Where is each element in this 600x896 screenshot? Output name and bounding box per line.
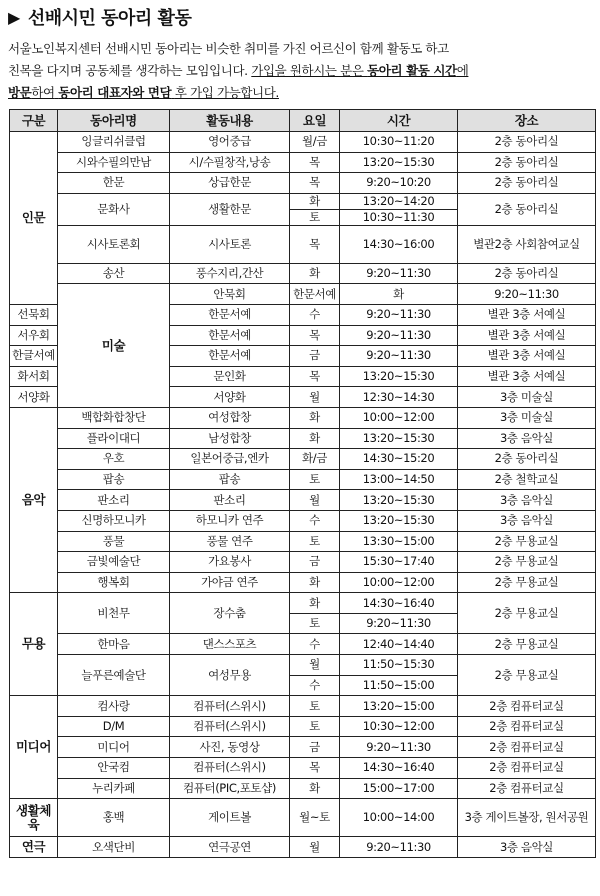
activity: 판소리 <box>170 490 290 511</box>
time: 10:30~11:20 <box>340 132 458 153</box>
intro-emphasis: 동아리 활동 시간 <box>367 63 457 78</box>
time: 12:40~14:40 <box>340 634 458 655</box>
day: 토 <box>290 209 340 225</box>
table-row <box>10 552 596 573</box>
club-name: D/M <box>58 716 170 737</box>
table-row <box>10 634 596 655</box>
activity: 한문서예 <box>170 304 290 325</box>
time: 9:20~11:30 <box>340 346 458 367</box>
club-name: 문화사 <box>58 193 170 225</box>
time: 15:30~17:40 <box>340 552 458 573</box>
place: 2층 동아리실 <box>458 449 596 470</box>
place: 2층 무용교실 <box>458 552 596 573</box>
table-row <box>10 510 596 531</box>
category-cell: 미술 <box>58 284 170 408</box>
time: 9:20~10:20 <box>340 173 458 194</box>
place: 3층 미술실 <box>458 387 596 408</box>
day: 목 <box>290 173 340 194</box>
activity: 사진, 동영상 <box>170 737 290 758</box>
place: 2층 컴퓨터교실 <box>458 778 596 799</box>
day: 화/금 <box>290 449 340 470</box>
table-row <box>10 696 596 717</box>
intro-emphasis: 방문 <box>8 85 32 100</box>
table-row <box>10 284 596 305</box>
day: 수 <box>290 634 340 655</box>
day: 목 <box>290 152 340 173</box>
club-name: 잉글리쉬클럽 <box>58 132 170 153</box>
day: 금 <box>290 737 340 758</box>
time: 13:00~14:50 <box>340 469 458 490</box>
club-name: 백합화합창단 <box>58 407 170 428</box>
time: 13:20~15:00 <box>340 696 458 717</box>
table-row <box>10 572 596 593</box>
place: 2층 무용교실 <box>458 634 596 655</box>
day: 화 <box>290 407 340 428</box>
table-row <box>10 593 596 614</box>
day: 금 <box>290 552 340 573</box>
intro-text: 가입을 원하시는 분은 <box>251 63 364 78</box>
place: 2층 동아리실 <box>458 193 596 225</box>
day: 화 <box>290 263 340 284</box>
header-place: 장소 <box>458 110 596 132</box>
club-name: 송산 <box>58 263 170 284</box>
activity: 한문서예 <box>170 325 290 346</box>
table-row <box>10 225 596 263</box>
time: 14:30~15:20 <box>340 449 458 470</box>
header-club-name: 동아리명 <box>58 110 170 132</box>
place: 2층 컴퓨터교실 <box>458 758 596 779</box>
activity: 가요봉사 <box>170 552 290 573</box>
category-cell: 무용 <box>10 593 58 696</box>
table-row <box>10 531 596 552</box>
activity: 문인화 <box>170 366 290 387</box>
time: 13:20~15:30 <box>340 152 458 173</box>
club-name: 늘푸른예술단 <box>58 655 170 696</box>
activity: 하모니카 연주 <box>170 510 290 531</box>
table-row <box>10 469 596 490</box>
place: 3층 음악실 <box>458 428 596 449</box>
table-row <box>10 778 596 799</box>
header-time: 시간 <box>340 110 458 132</box>
intro-underlined <box>251 63 468 78</box>
intro-text: 친목을 다지며 공동체를 생각하는 모임입니다. <box>8 63 248 78</box>
activity: 생활한문 <box>170 193 290 225</box>
day: 토 <box>290 696 340 717</box>
place: 3층 음악실 <box>458 510 596 531</box>
activity: 컴퓨터(스위시) <box>170 716 290 737</box>
place: 2층 동아리실 <box>458 263 596 284</box>
club-name: 금빛예술단 <box>58 552 170 573</box>
place: 별관 3층 서예실 <box>458 325 596 346</box>
day: 화 <box>290 778 340 799</box>
day: 토 <box>290 716 340 737</box>
club-name: 안묵회 <box>170 284 290 305</box>
club-name: 한마음 <box>58 634 170 655</box>
time: 13:20~15:30 <box>340 510 458 531</box>
category-cell: 인문 <box>10 132 58 305</box>
day: 수 <box>290 675 340 696</box>
place: 2층 철학교실 <box>458 469 596 490</box>
club-name: 판소리 <box>58 490 170 511</box>
header-day: 요일 <box>290 110 340 132</box>
activity: 팝송 <box>170 469 290 490</box>
time: 10:00~14:00 <box>340 799 458 837</box>
place: 별관 3층 서예실 <box>458 366 596 387</box>
place: 2층 동아리실 <box>458 152 596 173</box>
club-name: 비천무 <box>58 593 170 634</box>
club-name: 홍백 <box>58 799 170 837</box>
title-text: 선배시민 동아리 활동 <box>27 8 192 29</box>
time: 14:30~16:40 <box>340 758 458 779</box>
table-row <box>10 716 596 737</box>
activity: 영어중급 <box>170 132 290 153</box>
arrow-icon: ▶ <box>8 7 20 27</box>
time: 13:20~15:30 <box>340 366 458 387</box>
category-cell: 생활체육 <box>10 799 58 837</box>
place: 2층 무용교실 <box>458 655 596 696</box>
activity: 연극공연 <box>170 837 290 858</box>
time: 11:50~15:30 <box>340 655 458 676</box>
club-name: 시와수필의만남 <box>58 152 170 173</box>
page-title <box>8 4 191 30</box>
category-cell: 연극 <box>10 837 58 858</box>
club-name: 시사토론회 <box>58 225 170 263</box>
day: 월 <box>290 655 340 676</box>
activity: 서양화 <box>170 387 290 408</box>
intro-paragraph <box>8 38 596 104</box>
club-schedule-table <box>9 109 596 858</box>
activity: 시사토론 <box>170 225 290 263</box>
table-row <box>10 655 596 676</box>
place: 2층 컴퓨터교실 <box>458 737 596 758</box>
day: 화 <box>290 193 340 209</box>
time: 13:20~15:30 <box>340 428 458 449</box>
time: 10:00~12:00 <box>340 407 458 428</box>
club-name: 화서회 <box>10 366 58 387</box>
club-name: 한문 <box>58 173 170 194</box>
club-name: 누리카페 <box>58 778 170 799</box>
table-row <box>10 449 596 470</box>
place: 2층 컴퓨터교실 <box>458 716 596 737</box>
club-name: 안국컴 <box>58 758 170 779</box>
day: 월 <box>290 490 340 511</box>
activity: 한문서예 <box>170 346 290 367</box>
table-row <box>10 193 596 209</box>
time: 9:20~11:30 <box>340 737 458 758</box>
place: 3층 게이트볼장, 원서공원 <box>458 799 596 837</box>
activity: 시/수필창작,낭송 <box>170 152 290 173</box>
time: 10:30~11:30 <box>340 209 458 225</box>
club-name: 플라이대디 <box>58 428 170 449</box>
time: 14:30~16:40 <box>340 593 458 614</box>
place: 3층 미술실 <box>458 407 596 428</box>
activity: 컴퓨터(스위시) <box>170 758 290 779</box>
intro-line-1: 서울노인복지센터 선배시민 동아리는 비슷한 취미를 가진 어르신이 함께 활동도 하고 <box>8 41 449 56</box>
table-row <box>10 837 596 858</box>
intro-line-3 <box>8 82 596 104</box>
activity: 댄스스포츠 <box>170 634 290 655</box>
table-row <box>10 737 596 758</box>
day: 토 <box>290 531 340 552</box>
time: 10:00~12:00 <box>340 572 458 593</box>
time: 13:30~15:00 <box>340 531 458 552</box>
time: 11:50~15:00 <box>340 675 458 696</box>
club-name: 서우회 <box>10 325 58 346</box>
activity: 가야금 연주 <box>170 572 290 593</box>
place: 2층 무용교실 <box>458 531 596 552</box>
day: 화 <box>290 593 340 614</box>
table-row <box>10 758 596 779</box>
time: 13:20~14:20 <box>340 193 458 209</box>
intro-emphasis: 동아리 대표자와 면담 <box>58 85 172 100</box>
header-category: 구분 <box>10 110 58 132</box>
activity: 남성합창 <box>170 428 290 449</box>
table-row <box>10 490 596 511</box>
club-name: 팝송 <box>58 469 170 490</box>
day: 월/금 <box>290 132 340 153</box>
activity: 여성합창 <box>170 407 290 428</box>
time: 9:20~11:30 <box>340 837 458 858</box>
day: 월 <box>290 837 340 858</box>
activity: 여성무용 <box>170 655 290 696</box>
time: 9:20~11:30 <box>340 325 458 346</box>
day: 목 <box>290 758 340 779</box>
club-name: 오색단비 <box>58 837 170 858</box>
table-row <box>10 132 596 153</box>
day: 토 <box>290 613 340 634</box>
day: 월 <box>290 387 340 408</box>
place: 별관2층 사회참여교실 <box>458 225 596 263</box>
club-name: 우호 <box>58 449 170 470</box>
place: 별관 3층 서예실 <box>458 304 596 325</box>
activity: 컴퓨터(스위시) <box>170 696 290 717</box>
day: 목 <box>290 325 340 346</box>
activity: 컴퓨터(PIC,포토샵) <box>170 778 290 799</box>
place: 2층 무용교실 <box>458 572 596 593</box>
club-name: 신명하모니카 <box>58 510 170 531</box>
club-name: 행복회 <box>58 572 170 593</box>
table-row <box>10 407 596 428</box>
intro-text: 하여 <box>31 85 55 100</box>
intro-line-2 <box>8 60 596 82</box>
activity: 게이트볼 <box>170 799 290 837</box>
day: 토 <box>290 469 340 490</box>
place: 별관 3층 서예실 <box>458 346 596 367</box>
time: 13:20~15:30 <box>340 490 458 511</box>
intro-text: 후 가입 가능합니다. <box>174 85 279 100</box>
table-header-row <box>10 110 596 132</box>
time: 12:30~14:30 <box>340 387 458 408</box>
activity: 상급한문 <box>170 173 290 194</box>
time: 14:30~16:00 <box>340 225 458 263</box>
intro-text: 에 <box>456 63 469 78</box>
activity: 풍수지리,간산 <box>170 263 290 284</box>
time: 9:20~11:30 <box>340 304 458 325</box>
time: 9:20~11:30 <box>458 284 596 305</box>
category-cell: 음악 <box>10 407 58 592</box>
club-name: 풍물 <box>58 531 170 552</box>
category-cell: 미디어 <box>10 696 58 799</box>
time: 9:20~11:30 <box>340 263 458 284</box>
header-activity: 활동내용 <box>170 110 290 132</box>
table-row <box>10 152 596 173</box>
day: 수 <box>290 510 340 531</box>
day: 화 <box>290 572 340 593</box>
table-row <box>10 799 596 837</box>
activity: 한문서예 <box>290 284 340 305</box>
time: 15:00~17:00 <box>340 778 458 799</box>
day: 목 <box>290 225 340 263</box>
activity: 풍물 연주 <box>170 531 290 552</box>
place: 2층 동아리실 <box>458 132 596 153</box>
activity: 일본어중급,엔카 <box>170 449 290 470</box>
club-name: 서양화 <box>10 387 58 408</box>
time: 10:30~12:00 <box>340 716 458 737</box>
table-row <box>10 428 596 449</box>
club-name: 컴사랑 <box>58 696 170 717</box>
table-row <box>10 263 596 284</box>
place: 3층 음악실 <box>458 490 596 511</box>
day: 화 <box>290 428 340 449</box>
club-name: 선묵회 <box>10 304 58 325</box>
activity: 장수춤 <box>170 593 290 634</box>
club-name: 한글서예 <box>10 346 58 367</box>
place: 3층 음악실 <box>458 837 596 858</box>
time: 9:20~11:30 <box>340 613 458 634</box>
table-row <box>10 173 596 194</box>
day: 금 <box>290 346 340 367</box>
place: 2층 컴퓨터교실 <box>458 696 596 717</box>
day: 수 <box>290 304 340 325</box>
day: 목 <box>290 366 340 387</box>
club-name: 미디어 <box>58 737 170 758</box>
day: 화 <box>340 284 458 305</box>
place: 2층 무용교실 <box>458 593 596 634</box>
place: 2층 동아리실 <box>458 173 596 194</box>
day: 월~토 <box>290 799 340 837</box>
